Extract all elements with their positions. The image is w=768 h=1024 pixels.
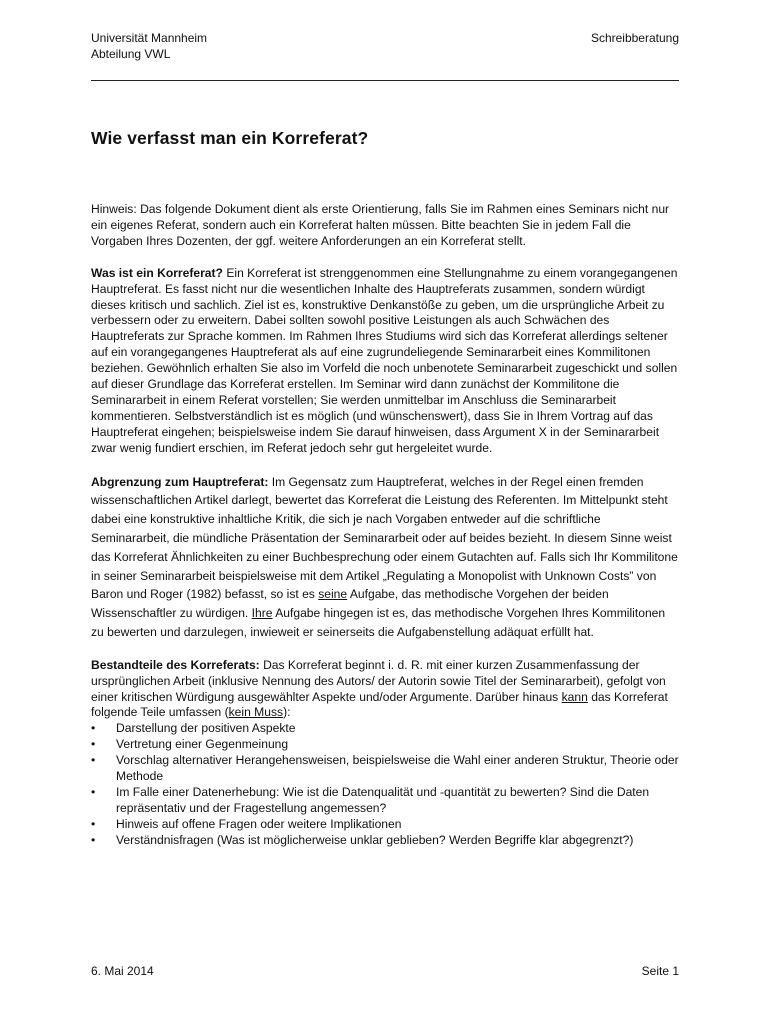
section2-text-a: Im Gegensatz zum Hauptreferat, welches in der Regel einen fremden wissenschaftlichen Artikel darlegt, bewertet das Korreferat die Leistung des Referenten. Im Mittelpunkt steht dabei eine konstruktive inhaltliche Kritik, die sich je nach Vorgaben entweder auf die schriftliche Seminararbeit, die mündliche Präsentation der Seminararbeit oder auf beides bezieht. In diesem Sinne weist das Korreferat Ähnlichkeiten zu einer Buchbesprechung oder einem Gutachten auf. Falls sich Ihr Kommilitone in seiner Seminararbeit beispielsweise mit dem Artikel „Regulating a Monopolist with Unknown Costs” von Baron und Roger (1982) befasst, so ist es <box>91 474 678 602</box>
section1-paragraph <box>91 266 681 457</box>
section2-paragraph <box>91 473 681 642</box>
section2-text-b: Aufgabe, das methodische Vorgehen der beiden Wissenschaftler zu würdigen. <box>91 587 609 621</box>
header-unit: Schreibberatung <box>590 31 679 45</box>
footer-date: 6. Mai 2014 <box>91 964 154 978</box>
section3-text-c: ): <box>283 705 291 720</box>
page-footer <box>91 964 679 978</box>
section3-paragraph <box>91 658 681 722</box>
section3-text-a: Das Korreferat beginnt i. d. R. mit einer kurzen Zusammenfassung der ursprünglichen Arbeit (inklusive Nennung des Autors/ der Autorin sowie Titel der Seminararbeit), gefolgt von einer kritischen Würdigung ausgewählter Aspekte und/oder Argumente. Darüber hinaus <box>91 657 666 704</box>
list-item: • Vertretung einer Gegenmeinung <box>91 737 681 753</box>
section3-text-b: das Korreferat folgende Teile umfassen ( <box>91 689 668 720</box>
header-rule <box>91 80 679 81</box>
section2-text-c: Aufgabe hingegen ist es, das methodische Vorgehen Ihres Kommilitonen zu bewerten und darzulegen, inwieweit er seinerseits die Aufgabenstellung adäquat erfüllt hat. <box>91 606 666 639</box>
document-body <box>91 202 681 849</box>
section1-heading: Was ist ein Korreferat? <box>91 265 223 280</box>
section3-emph-kann: kann <box>561 689 588 704</box>
page-header <box>91 30 679 62</box>
hint-label: Hinweis: <box>91 202 137 216</box>
list-item: • Darstellung der positiven Aspekte <box>91 721 681 737</box>
section2-emph-seine: seine <box>318 587 348 602</box>
footer-page-number: Seite 1 <box>641 964 679 978</box>
header-department: Abteilung VWL <box>91 47 171 61</box>
section1-text: Ein Korreferat ist strenggenommen eine Stellungnahme zu einem vorangegangenen Hauptreferat. Es fasst nicht nur die wesentlichen Inhalte des Hauptreferats zusammen, sondern würdigt dieses kritisch und sachlich. Ziel ist es, konstruktive Denkanstöße zu geben, um die ursprüngliche Arbeit zu verbessern oder zu erweitern. Dabei sollten sowohl positive Leistungen als auch Schwächen des Hauptreferats zur Sprache kommen. Im Rahmen Ihres Studiums wird sich das Korreferat allerdings seltener auf ein vorangegangenes Hauptreferat als auf eine zugrundeliegende Seminararbeit eines Kommilitonen beziehen. Gewöhnlich erhalten Sie also im Vorfeld die noch unbenotete Seminararbeit zugeschickt und sollen auf dieser Grundlage das Korreferat erstellen. Im Seminar wird dann zunächst der Kommilitone die Seminararbeit in einem Referat vorstellen; Sie werden unmittelbar im Anschluss die Seminararbeit kommentieren. Selbstverständlich ist es möglich (und wünschenswert), dass Sie in Ihrem Vortrag auf das Hauptreferat eingehen; beispielsweise indem Sie darauf hinweisen, dass Argument X in der Seminararbeit zwar wenig fundiert erschien, im Referat jedoch sehr gut hergeleitet wurde. <box>91 265 678 455</box>
section3-emph-kein-muss: kein Muss <box>228 705 284 720</box>
header-left <box>91 30 207 62</box>
section3-heading: Bestandteile des Korreferats: <box>91 657 260 672</box>
list-item: • Hinweis auf offene Fragen oder weitere Implikationen <box>91 817 681 833</box>
list-item: • Verständnisfragen (Was ist möglicherweise unklar geblieben? Werden Begriffe klar abgegrenzt?) <box>91 833 681 849</box>
document-title: Wie verfasst man ein Korreferat? <box>91 128 369 148</box>
page-header-area <box>91 30 679 62</box>
components-list <box>91 721 681 848</box>
header-institution: Universität Mannheim <box>91 31 208 45</box>
section2-heading: Abgrenzung zum Hauptreferat: <box>91 474 269 489</box>
list-item: • Vorschlag alternativer Herangehensweisen, beispielsweise die Wahl einer anderen Struktur, Theorie oder Methode <box>91 753 681 785</box>
hint-text: Das folgende Dokument dient als erste Orientierung, falls Sie im Rahmen eines Seminars nicht nur ein eigenes Referat, sondern auch ein Korreferat halten müssen. Bitte beachten Sie in jedem Fall die Vorgaben Ihres Dozenten, der ggf. weitere Anforderungen an ein Korreferat stellt. <box>91 202 670 248</box>
list-item: • Im Falle einer Datenerhebung: Wie ist die Datenqualität und -quantität zu bewerten? Sind die Daten repräsentativ und der Fragestellung angemessen? <box>91 785 681 817</box>
section2-emph-ihre: Ihre <box>251 606 273 621</box>
hint-paragraph <box>91 202 681 250</box>
